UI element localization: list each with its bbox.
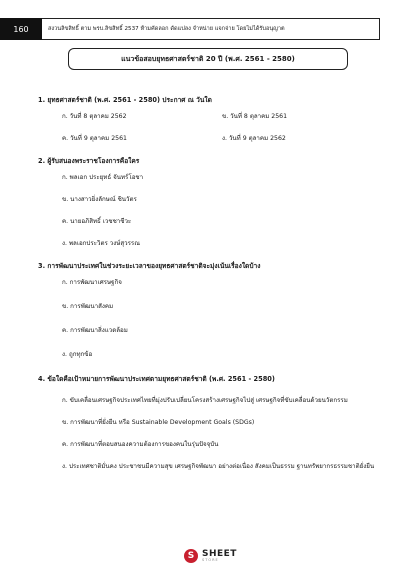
option-d: ง. พลเอกประวิตร วงษ์สุวรรณ bbox=[62, 240, 140, 247]
option-c: ค. นายอภิสิทธิ์ เวชชาชีวะ bbox=[62, 218, 132, 225]
question-4 bbox=[38, 373, 382, 478]
option-c: ค. การพัฒนาที่ตอบสนองความต้องการของคนในรุ่นปัจจุบัน bbox=[62, 441, 219, 448]
option-b: ข. วันที่ 8 ตุลาคม 2561 bbox=[222, 113, 288, 120]
option-b: ข. การพัฒนาสังคม bbox=[62, 303, 114, 310]
question-2 bbox=[38, 155, 382, 248]
page-title: แนวข้อสอบยุทธศาสตร์ชาติ 20 ปี (พ.ศ. 2561 - 2580) bbox=[68, 48, 348, 70]
question-1 bbox=[38, 94, 382, 143]
option-a: ก. พลเอก ประยุทธ์ จันทร์โอชา bbox=[62, 174, 144, 181]
option-d: ง. วันที่ 9 ตุลาคม 2562 bbox=[222, 135, 286, 142]
question-list bbox=[38, 94, 382, 484]
logo-subtext: STORE bbox=[202, 557, 219, 562]
logo-text bbox=[202, 550, 237, 563]
question-text: 2. ผู้รับสนองพระราชโองการคือใคร bbox=[38, 157, 140, 165]
options bbox=[38, 172, 382, 248]
sheet-logo bbox=[184, 545, 254, 567]
question-text: 4. ข้อใดคือเป้าหมายการพัฒนาประเทศตามยุทธศาสตร์ชาติ (พ.ศ. 2561 - 2580) bbox=[38, 375, 275, 383]
logo-wordmark: SHEET bbox=[202, 548, 237, 559]
copyright-header: สงวนลิขสิทธิ์ ตาม พรบ.ลิขสิทธิ์ 2537 ห้ามคัดลอก ดัดแปลง จำหน่าย แจกจ่าย โดยไม่ได้รับอนุญาต bbox=[42, 18, 380, 40]
question-text: 3. การพัฒนาประเทศในช่วงระยะเวลาของยุทธศาสตร์ชาติจะมุ่งเน้นเรื่องใดบ้าง bbox=[38, 262, 261, 270]
option-c: ค. การพัฒนาสิ่งแวดล้อม bbox=[62, 327, 128, 334]
option-b: ข. นางสาวยิ่งลักษณ์ ชินวัตร bbox=[62, 196, 137, 203]
options bbox=[38, 390, 382, 478]
option-a: ก. วันที่ 8 ตุลาคม 2562 bbox=[62, 113, 127, 120]
option-c: ค. วันที่ 9 ตุลาคม 2561 bbox=[62, 135, 127, 142]
option-a: ก. การพัฒนาเศรษฐกิจ bbox=[62, 279, 122, 286]
question-text: 1. ยุทธศาสตร์ชาติ (พ.ศ. 2561 - 2580) ประกาศ ณ วันใด bbox=[38, 96, 212, 104]
options bbox=[38, 111, 382, 143]
logo-mark-icon: S bbox=[184, 549, 198, 563]
option-d: ง. ประเทศชาติมั่นคง ประชาชนมีความสุข เศรษฐกิจพัฒนา อย่างต่อเนื่อง สังคมเป็นธรรม ฐานทรัพยากรธรรมชาติยั่งยืน bbox=[62, 463, 375, 470]
page-number: 160 bbox=[0, 18, 42, 40]
options bbox=[38, 277, 382, 359]
option-a: ก. ขับเคลื่อนเศรษฐกิจประเทศไทยที่มุ่งปรับเปลี่ยนโครงสร้างเศรษฐกิจไปสู่ เศรษฐกิจที่ขับเคลื่อนด้วยนวัตกรรม bbox=[62, 397, 348, 404]
option-b: ข. การพัฒนาที่ยั่งยืน หรือ Sustainable Development Goals (SDGs) bbox=[62, 419, 255, 426]
question-3 bbox=[38, 260, 382, 359]
option-d: ง. ถูกทุกข้อ bbox=[62, 351, 93, 358]
